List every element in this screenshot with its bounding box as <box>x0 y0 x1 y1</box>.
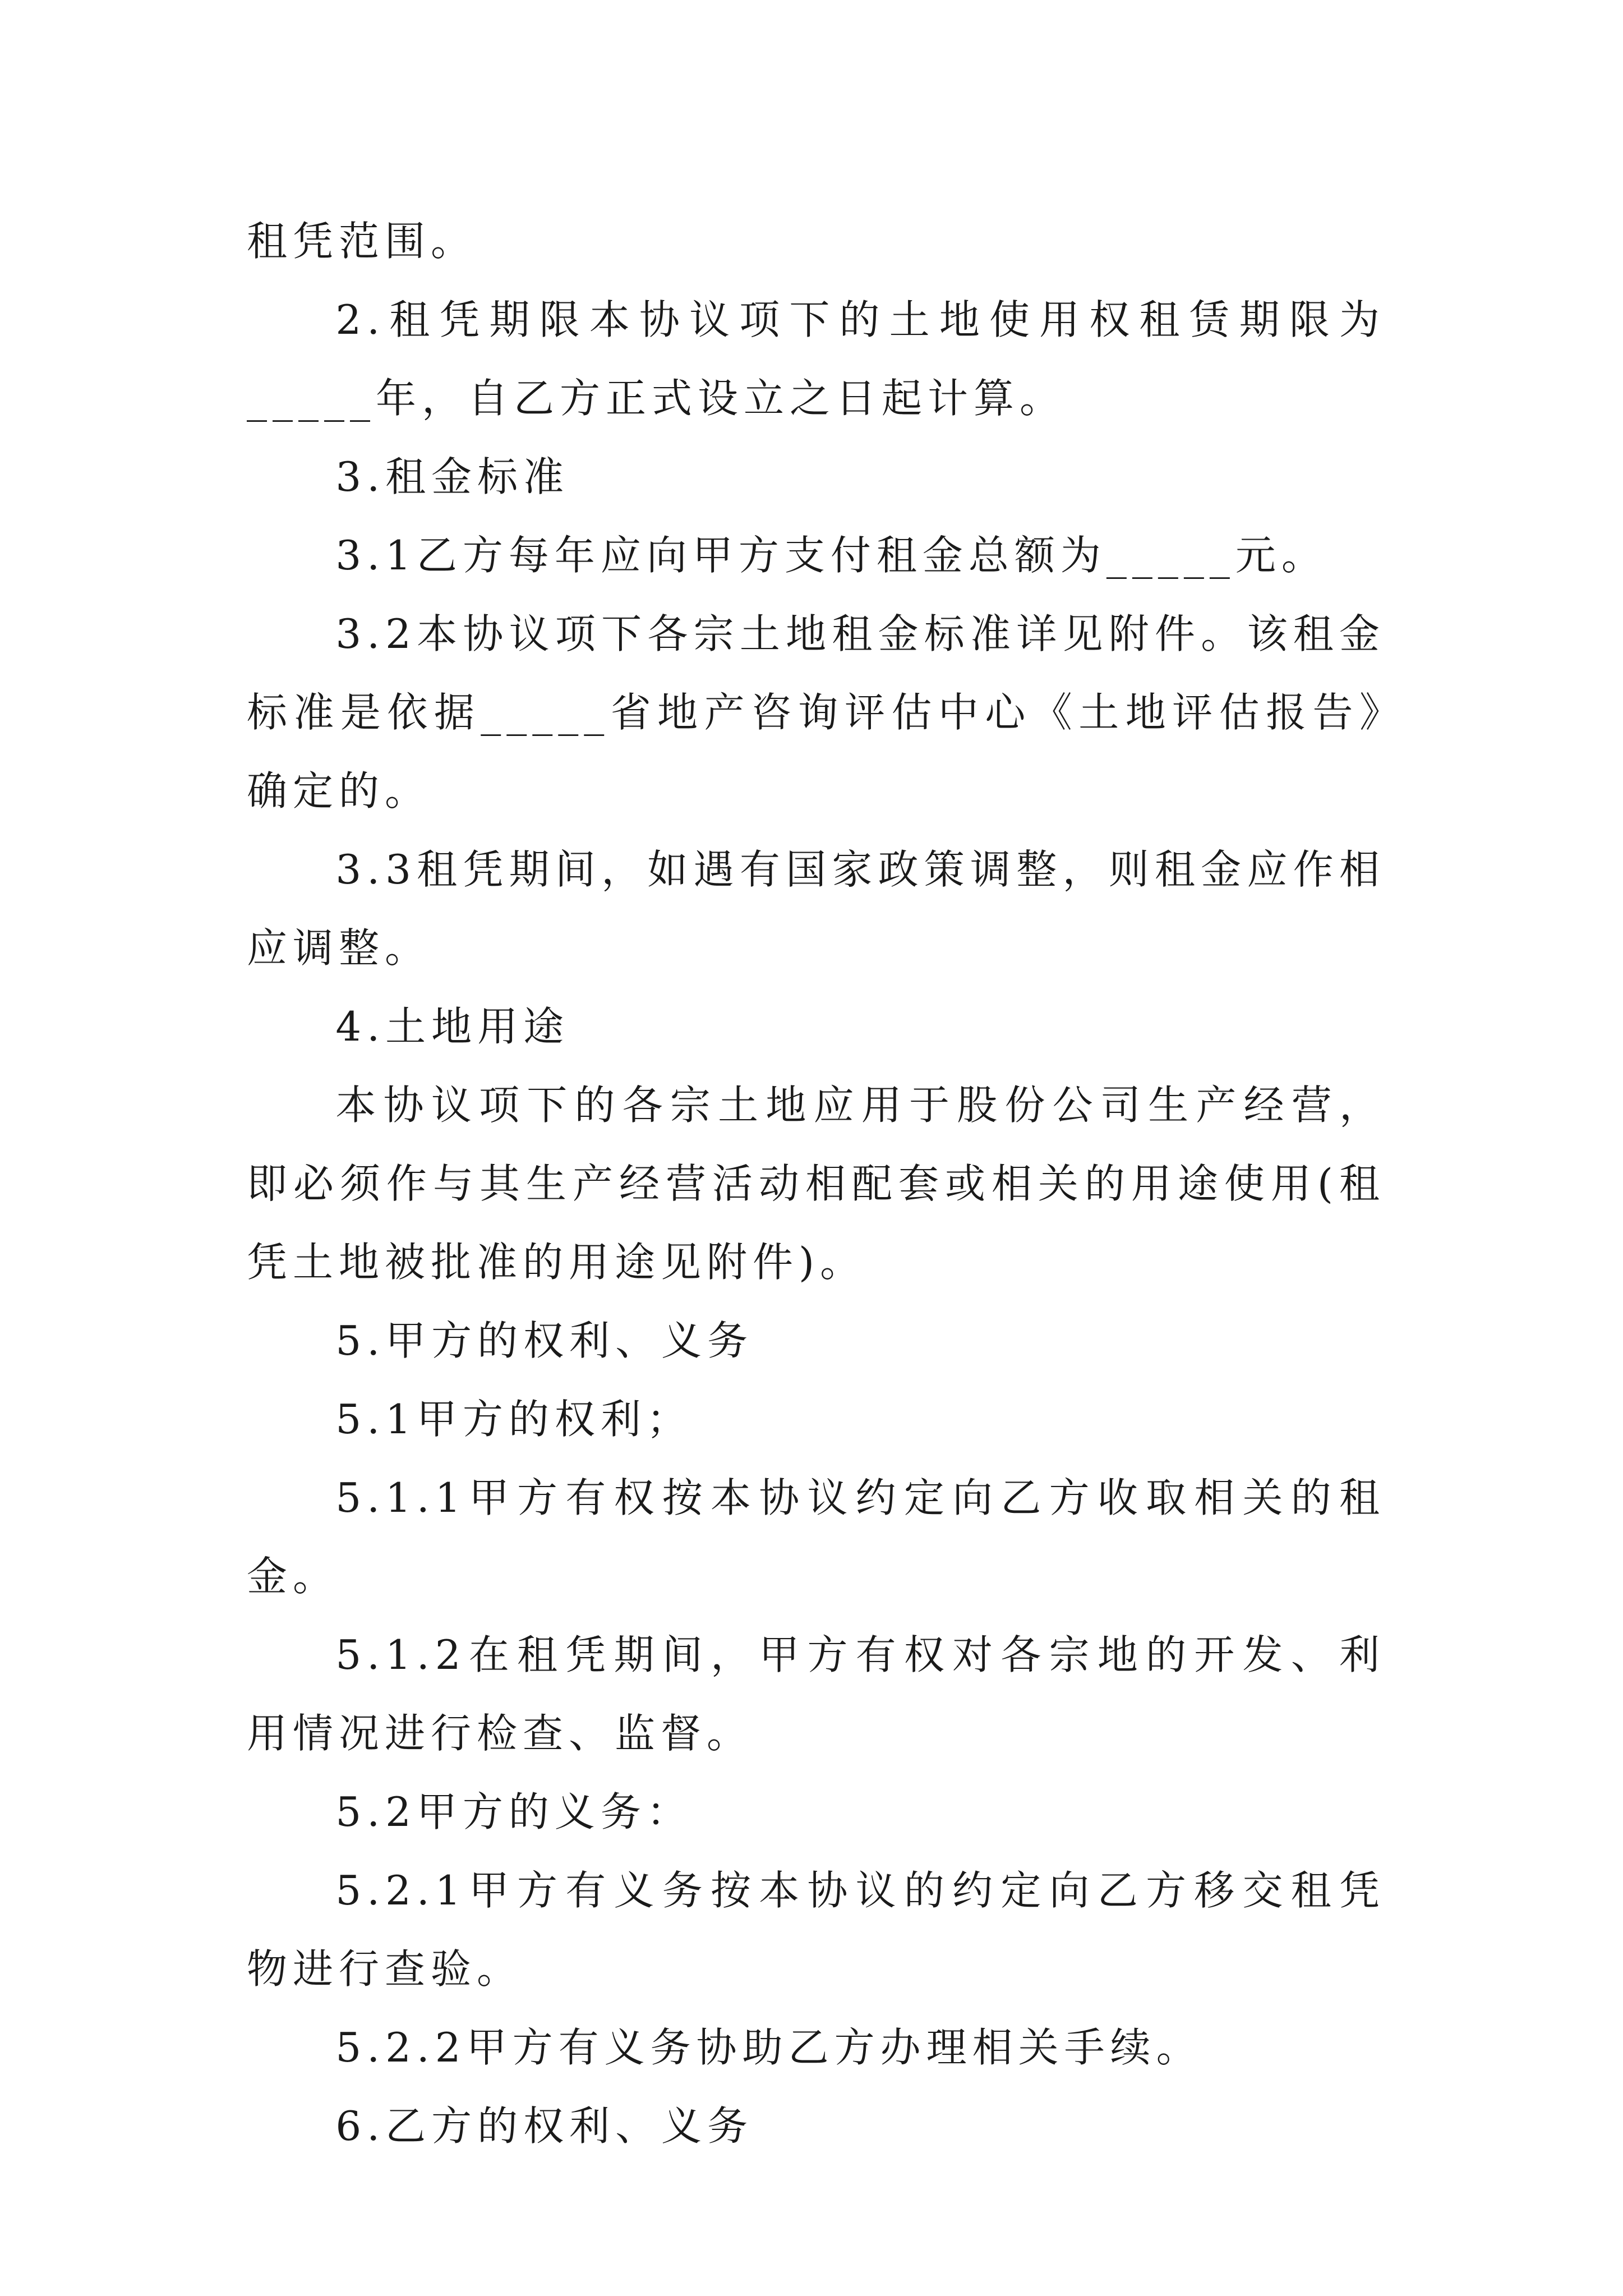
section-heading: 3.租金标准 <box>335 453 570 500</box>
paragraph: 5.1.2在租凭期间，甲方有权对各宗地的开发、利用情况进行检查、监督。 <box>247 1631 1385 1757</box>
section-heading: 6.乙方的权利、义务 <box>335 2102 754 2150</box>
paragraph: 5.1.1甲方有权按本协议约定向乙方收取相关的租金。 <box>247 1474 1385 1600</box>
paragraph: 3.2本协议项下各宗土地租金标准详见附件。该租金标准是依据_____省地产咨询评估中心《土地评估报告》确定的。 <box>247 610 1385 815</box>
paragraph: 租凭范围。 <box>247 218 477 265</box>
section-heading: 4.土地用途 <box>335 1003 570 1050</box>
paragraph: 5.2.2甲方有义务协助乙方办理相关手续。 <box>335 2024 1202 2071</box>
paragraph: 3.1乙方每年应向甲方支付租金总额为_____元。 <box>335 532 1327 579</box>
document-body <box>247 202 1385 2165</box>
paragraph: 2.租凭期限本协议项下的土地使用权租赁期限为_____年，自乙方正式设立之日起计算。 <box>247 296 1385 422</box>
paragraph: 本协议项下的各宗土地应用于股份公司生产经营，即必须作与其生产经营活动相配套或相关的用途使用(租凭土地被批准的用途见附件)。 <box>247 1082 1385 1286</box>
paragraph: 5.1甲方的权利； <box>335 1396 693 1443</box>
paragraph: 5.2.1甲方有义务按本协议的约定向乙方移交租凭物进行查验。 <box>247 1867 1385 1993</box>
paragraph: 5.2甲方的义务： <box>335 1788 693 1835</box>
paragraph: 3.3租凭期间，如遇有国家政策调整，则租金应作相应调整。 <box>247 846 1385 972</box>
section-heading: 5.甲方的权利、义务 <box>335 1317 754 1364</box>
